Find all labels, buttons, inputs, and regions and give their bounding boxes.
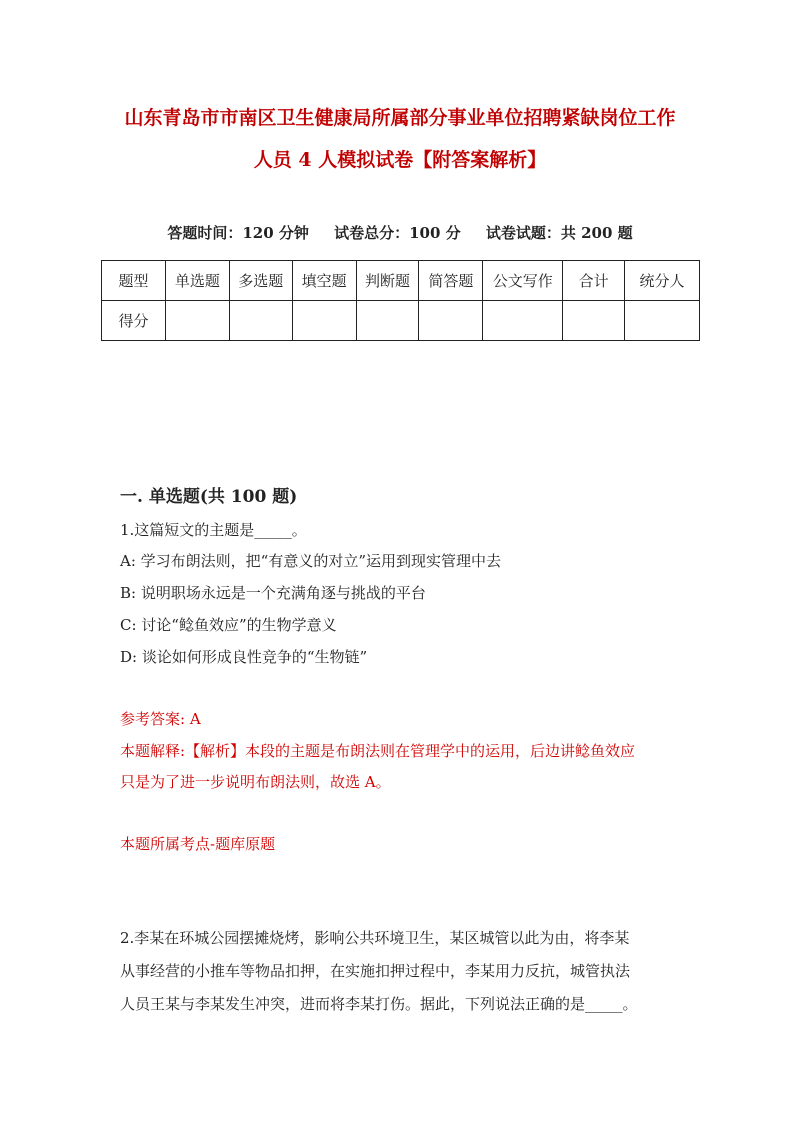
score-cell <box>625 301 700 341</box>
question-1-explanation-line1: 本题解释:【解析】本段的主题是布朗法则在管理学中的运用，后边讲鲶鱼效应 <box>120 742 636 760</box>
question-1-explanation-line2: 只是为了进一步说明布朗法则，故选 A。 <box>120 773 391 791</box>
question-1-option-c: C: 讨论“鲶鱼效应”的生物学意义 <box>120 616 337 634</box>
exam-meta <box>100 222 700 243</box>
score-table-header-cell: 题型 <box>102 261 166 301</box>
question-1-source: 本题所属考点-题库原题 <box>120 835 276 853</box>
question-2-line1: 2.李某在环城公园摆摊烧烤，影响公共环境卫生，某区城管以此为由，将李某 <box>120 929 630 947</box>
exam-title-line1: 山东青岛市市南区卫生健康局所属部分事业单位招聘紧缺岗位工作 <box>124 107 676 129</box>
score-table-score-row <box>102 301 700 341</box>
score-cell <box>356 301 419 341</box>
score-table-header-cell: 公文写作 <box>483 261 563 301</box>
score-cell <box>563 301 625 341</box>
question-1-option-b: B: 说明职场永远是一个充满角逐与挑战的平台 <box>120 584 426 602</box>
question-1-answer: 参考答案: A <box>120 710 201 728</box>
score-cell <box>165 301 229 341</box>
score-table-header-cell: 多选题 <box>229 261 292 301</box>
exam-question-count: 试卷试题：共 200 题 <box>485 224 633 242</box>
section-title: 一. 单选题(共 100 题) <box>120 487 298 507</box>
score-table-header-cell: 单选题 <box>165 261 229 301</box>
exam-total-score: 试卷总分：100 分 <box>334 224 461 242</box>
score-table-header-cell: 统分人 <box>625 261 700 301</box>
question-1-option-a: A: 学习布朗法则，把“有意义的对立”运用到现实管理中去 <box>120 552 501 570</box>
question-1-option-d: D: 谈论如何形成良性竞争的“生物链” <box>120 648 368 666</box>
score-table <box>101 260 700 341</box>
exam-title-line2: 人员 4 人模拟试卷【附答案解析】 <box>253 149 547 171</box>
question-2-line2: 从事经营的小推车等物品扣押，在实施扣押过程中，李某用力反抗，城管执法 <box>120 962 631 980</box>
question-1-stem: 1.这篇短文的主题是_____。 <box>120 521 307 539</box>
score-table-header-cell: 填空题 <box>292 261 356 301</box>
question-2-line3: 人员王某与李某发生冲突，进而将李某打伤。据此，下列说法正确的是_____。 <box>120 995 638 1013</box>
score-cell <box>419 301 483 341</box>
score-table-header-row <box>102 261 700 301</box>
score-cell <box>229 301 292 341</box>
score-table-header-cell: 判断题 <box>356 261 419 301</box>
score-cell <box>483 301 563 341</box>
score-table-header-cell: 简答题 <box>419 261 483 301</box>
exam-time: 答题时间：120 分钟 <box>167 224 309 242</box>
score-cell <box>292 301 356 341</box>
score-row-label: 得分 <box>102 301 166 341</box>
score-table-header-cell: 合计 <box>563 261 625 301</box>
